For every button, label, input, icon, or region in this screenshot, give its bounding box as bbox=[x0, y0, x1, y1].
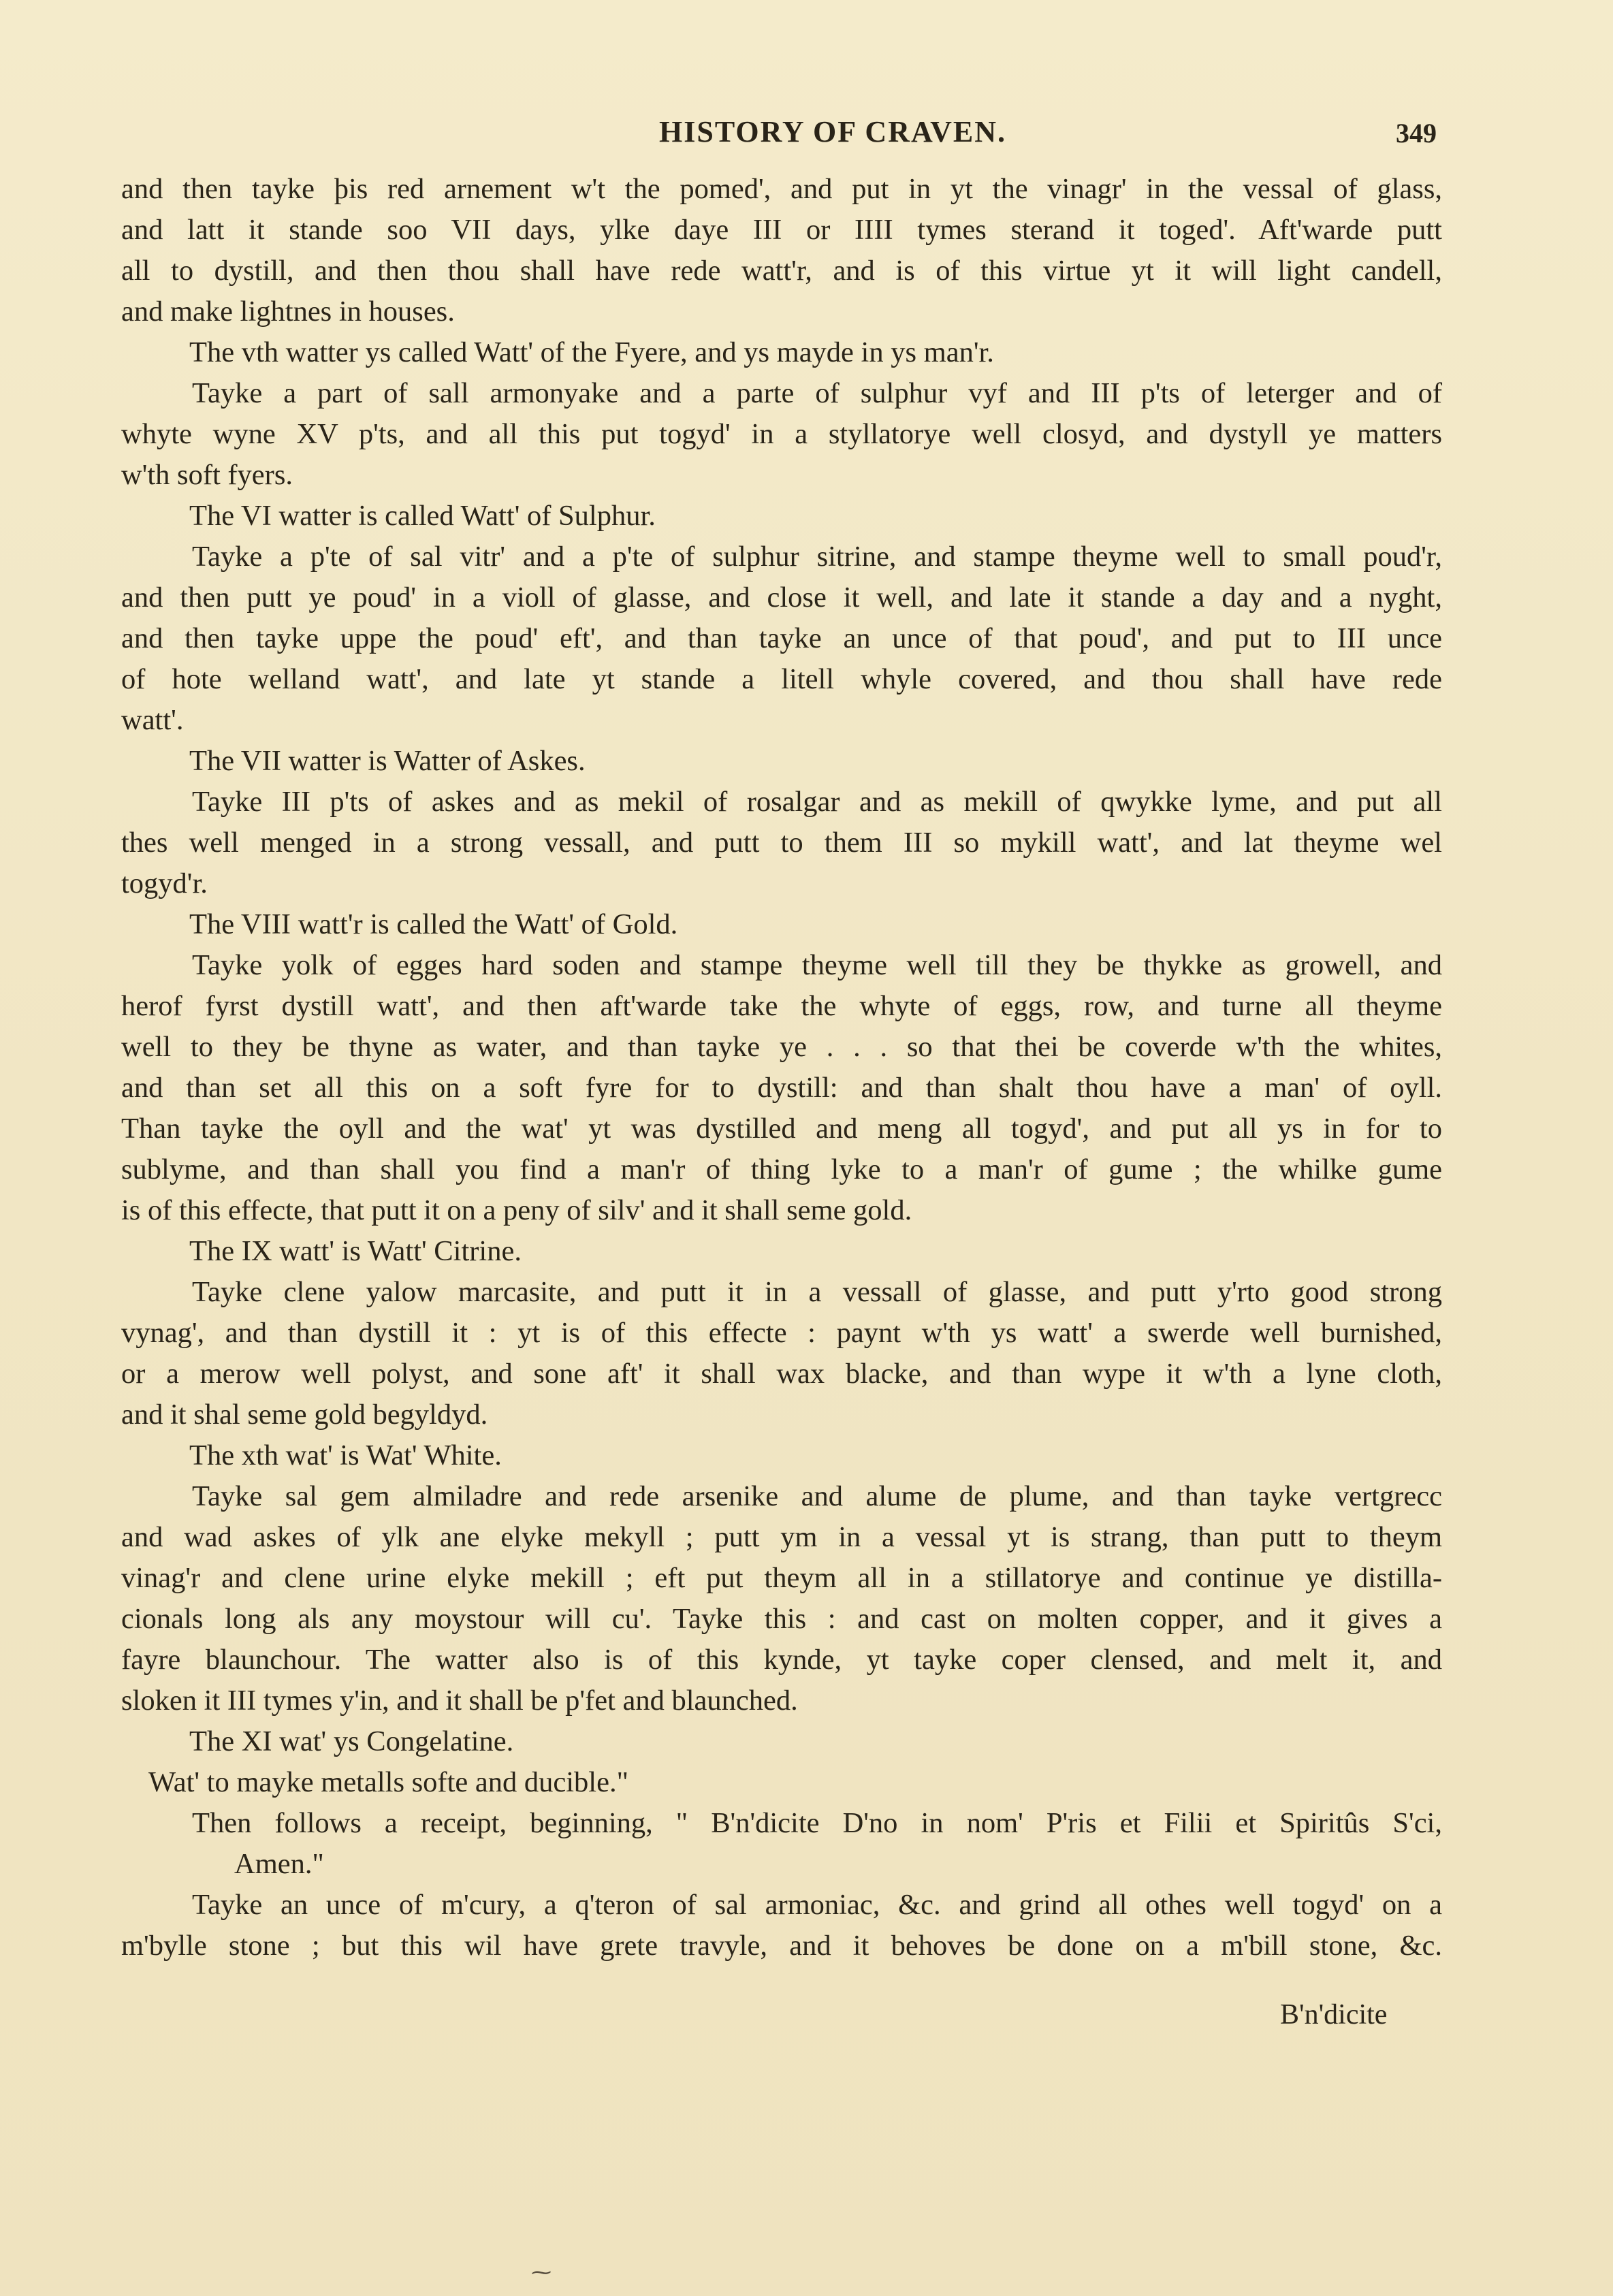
text-line: The VI watter is called Watt' of Sulphur. bbox=[189, 500, 656, 532]
text-line: Amen." bbox=[234, 1848, 324, 1880]
text-line: Tayke an unce of m'cury, a q'teron of sal armoniac, &c. and grind all othes well togyd' on a bbox=[192, 1889, 1442, 1921]
text-line: sloken it III tymes y'in, and it shall be p'fet and blaunched. bbox=[121, 1685, 798, 1717]
text-line: and then tayke þis red arnement w't the pomed', and put in yt the vinagr' in the vessal of glass, bbox=[121, 173, 1442, 205]
text-line: Wat' to mayke metalls softe and ducible." bbox=[148, 1766, 628, 1798]
footer-mark: ⁓ bbox=[531, 2261, 552, 2284]
text-line: of hote welland watt', and late yt stande a litell whyle covered, and thou shall have rede bbox=[121, 663, 1442, 695]
text-line: Tayke III p'ts of askes and as mekil of rosalgar and as mekill of qwykke lyme, and put all bbox=[192, 786, 1442, 818]
text-line: Tayke clene yalow marcasite, and putt it in a vessall of glasse, and putt y'rto good strong bbox=[192, 1276, 1442, 1308]
text-line: Tayke yolk of egges hard soden and stampe theyme well till they be thykke as growell, and bbox=[192, 949, 1442, 981]
text-line: The vth watter ys called Watt' of the Fyere, and ys mayde in ys man'r. bbox=[189, 336, 994, 368]
text-line: thes well menged in a strong vessall, and putt to them III so mykill watt', and lat theyme wel bbox=[121, 827, 1442, 859]
running-head bbox=[0, 114, 1613, 155]
text-line: and wad askes of ylk ane elyke mekyll ; putt ym in a vessal yt is strang, than putt to theym bbox=[121, 1521, 1442, 1553]
text-line: and make lightnes in houses. bbox=[121, 296, 455, 328]
text-line: Tayke a p'te of sal vitr' and a p'te of sulphur sitrine, and stampe theyme well to small poud'r, bbox=[192, 541, 1442, 573]
text-line: is of this effecte, that putt it on a peny of silv' and it shall seme gold. bbox=[121, 1194, 912, 1226]
text-line: herof fyrst dystill watt', and then aft'warde take the whyte of eggs, row, and turne all theyme bbox=[121, 990, 1442, 1022]
catchword: B'n'dicite bbox=[1280, 1999, 1388, 2030]
text-line: togyd'r. bbox=[121, 867, 208, 899]
text-line: cionals long als any moystour will cu'. Tayke this : and cast on molten copper, and it gives a bbox=[121, 1603, 1442, 1635]
text-line: well to they be thyne as water, and than tayke ye . . . so that thei be coverde w'th the whites, bbox=[121, 1031, 1442, 1063]
text-line: and latt it stande soo VII days, ylke daye III or IIII tymes sterand it toged'. Aft'warde putt bbox=[121, 214, 1442, 246]
text-line: The VII watter is Watter of Askes. bbox=[189, 745, 586, 777]
text-line: The XI wat' ys Congelatine. bbox=[189, 1725, 514, 1757]
text-line: sublyme, and than shall you find a man'r of thing lyke to a man'r of gume ; the whilke gume bbox=[121, 1153, 1442, 1185]
text-line: watt'. bbox=[121, 704, 184, 736]
text-line: Then follows a receipt, beginning, " B'n'dicite D'no in nom' P'ris et Filii et Spiritûs S'ci, bbox=[192, 1807, 1442, 1839]
page-number: 349 bbox=[1396, 118, 1437, 148]
text-line: Tayke a part of sall armonyake and a parte of sulphur vyf and III p'ts of leterger and of bbox=[192, 377, 1442, 409]
text-line: The VIII watt'r is called the Watt' of Gold. bbox=[189, 908, 678, 940]
text-line: and than set all this on a soft fyre for to dystill: and than shalt thou have a man' of oyll. bbox=[121, 1072, 1442, 1104]
page-title: HISTORY OF CRAVEN. bbox=[659, 115, 1006, 148]
text-line: whyte wyne XV p'ts, and all this put togyd' in a styllatorye well closyd, and dystyll ye matters bbox=[121, 418, 1442, 450]
text-line: and then tayke uppe the poud' eft', and than tayke an unce of that poud', and put to III unce bbox=[121, 622, 1442, 654]
text-line: The xth wat' is Wat' White. bbox=[189, 1439, 502, 1471]
text-line: w'th soft fyers. bbox=[121, 459, 293, 491]
text-line: fayre blaunchour. The watter also is of this kynde, yt tayke coper clensed, and melt it, and bbox=[121, 1644, 1442, 1676]
text-line: m'bylle stone ; but this wil have grete travyle, and it behoves be done on a m'bill stone, &c. bbox=[121, 1930, 1442, 1962]
text-line: all to dystill, and then thou shall have rede watt'r, and is of this virtue yt it will light candell, bbox=[121, 255, 1442, 287]
text-line: Tayke sal gem almiladre and rede arsenike and alume de plume, and than tayke vertgrecc bbox=[192, 1480, 1442, 1512]
text-line: Than tayke the oyll and the wat' yt was dystilled and meng all togyd', and put all ys in for to bbox=[121, 1113, 1442, 1145]
text-line: and it shal seme gold begyldyd. bbox=[121, 1399, 488, 1431]
text-line: vynag', and than dystill it : yt is of this effecte : paynt w'th ys watt' a swerde well burnished, bbox=[121, 1317, 1442, 1349]
text-line: The IX watt' is Watt' Citrine. bbox=[189, 1235, 522, 1267]
body-text bbox=[121, 169, 1442, 1966]
text-line: or a merow well polyst, and sone aft' it shall wax blacke, and than wype it w'th a lyne cloth, bbox=[121, 1358, 1442, 1390]
text-line: vinag'r and clene urine elyke mekill ; eft put theym all in a stillatorye and continue ye distilla- bbox=[121, 1562, 1442, 1594]
text-line: and then putt ye poud' in a violl of glasse, and close it well, and late it stande a day and a nyght, bbox=[121, 581, 1442, 613]
